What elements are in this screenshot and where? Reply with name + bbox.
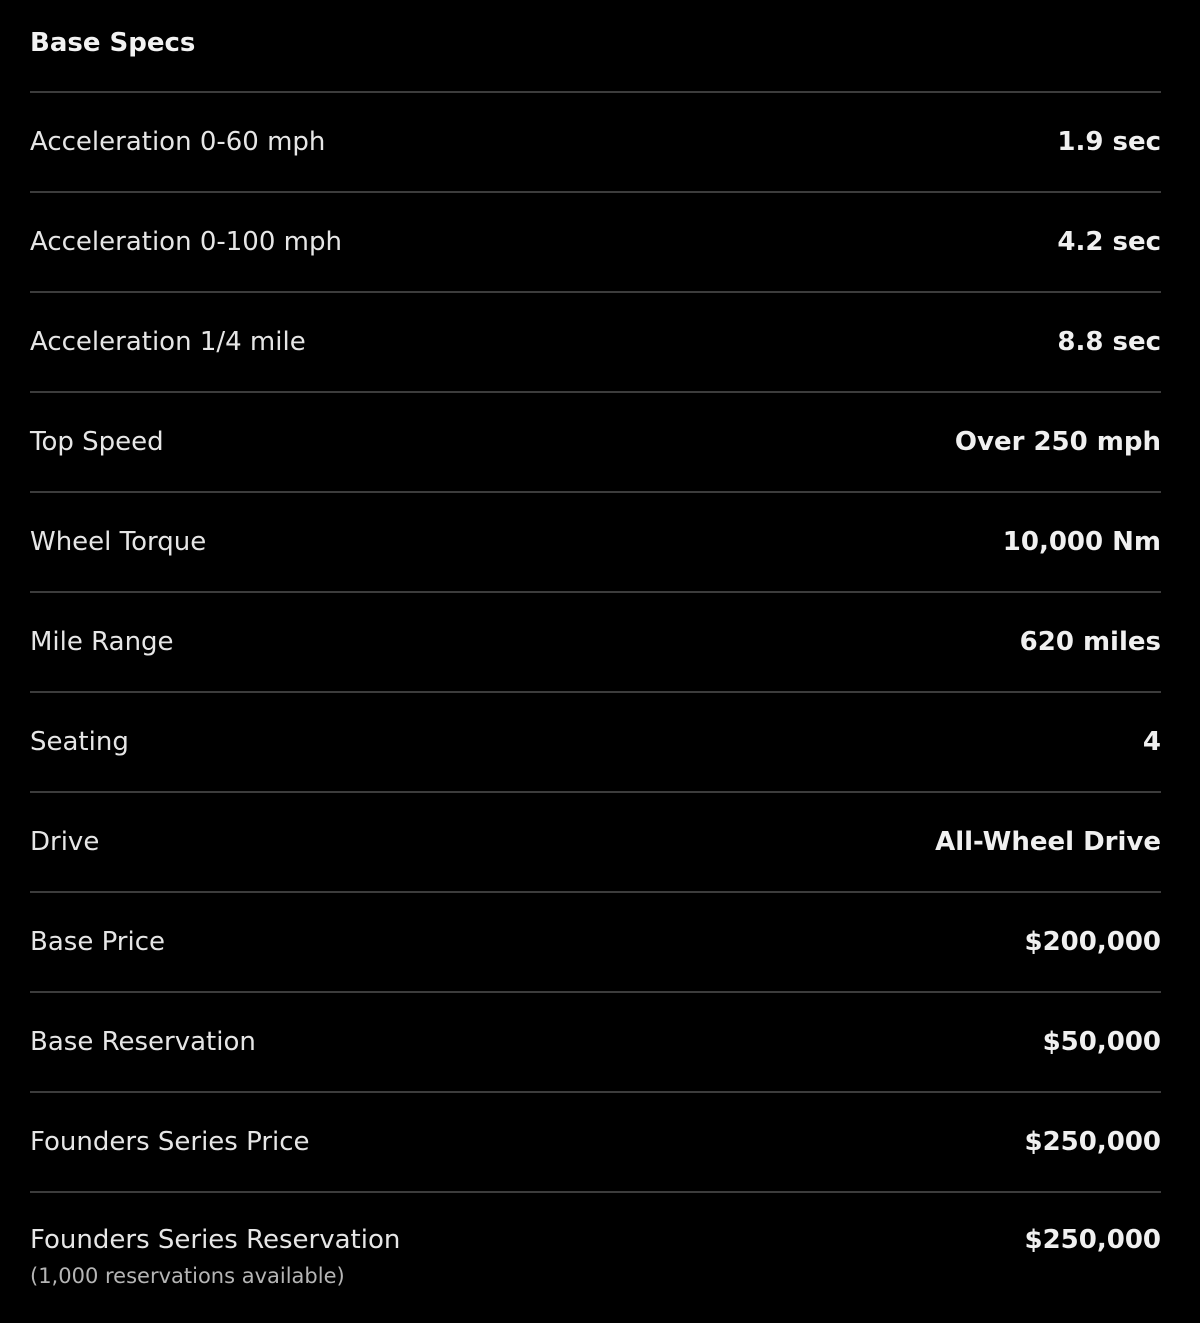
spec-label: Drive bbox=[30, 827, 100, 857]
spec-row-seating bbox=[30, 693, 1161, 793]
spec-rows bbox=[30, 93, 1161, 1321]
spec-label: Seating bbox=[30, 727, 129, 757]
spec-label: Wheel Torque bbox=[30, 527, 207, 557]
spec-label: Mile Range bbox=[30, 627, 174, 657]
spec-value: 10,000 Nm bbox=[1002, 527, 1161, 557]
spec-row-mile-range bbox=[30, 593, 1161, 693]
spec-value: $200,000 bbox=[1024, 927, 1161, 957]
specs-title: Base Specs bbox=[30, 0, 1161, 93]
spec-label: Founders Series Reservation bbox=[30, 1225, 401, 1255]
spec-row-founders-series-reservation bbox=[30, 1193, 1161, 1321]
spec-row-acceleration-0-100 bbox=[30, 193, 1161, 293]
spec-value: All-Wheel Drive bbox=[935, 827, 1161, 857]
spec-value: 8.8 sec bbox=[1057, 327, 1161, 357]
spec-label: Top Speed bbox=[30, 427, 164, 457]
spec-label: Base Reservation bbox=[30, 1027, 256, 1057]
spec-row-acceleration-quarter-mile bbox=[30, 293, 1161, 393]
spec-value: 620 miles bbox=[1019, 627, 1161, 657]
spec-row-base-reservation bbox=[30, 993, 1161, 1093]
reservations-available-note: (1,000 reservations available) bbox=[30, 1264, 345, 1288]
spec-row-acceleration-0-60 bbox=[30, 93, 1161, 193]
spec-value: 4 bbox=[1142, 727, 1161, 757]
spec-row-base-price bbox=[30, 893, 1161, 993]
spec-label-group bbox=[30, 1224, 400, 1290]
spec-row-wheel-torque bbox=[30, 493, 1161, 593]
spec-value: 1.9 sec bbox=[1057, 127, 1161, 157]
spec-value: 4.2 sec bbox=[1057, 227, 1161, 257]
spec-label: Base Price bbox=[30, 927, 166, 957]
spec-row-drive bbox=[30, 793, 1161, 893]
spec-row-top-speed bbox=[30, 393, 1161, 493]
spec-row-founders-series-price bbox=[30, 1093, 1161, 1193]
spec-label: Acceleration 1/4 mile bbox=[30, 327, 306, 357]
spec-value: Over 250 mph bbox=[954, 427, 1161, 457]
spec-value: $50,000 bbox=[1042, 1027, 1161, 1057]
spec-label: Acceleration 0-60 mph bbox=[30, 127, 326, 157]
spec-label: Acceleration 0-100 mph bbox=[30, 227, 342, 257]
spec-value: $250,000 bbox=[1024, 1127, 1161, 1157]
spec-value: $250,000 bbox=[1024, 1225, 1161, 1255]
spec-label: Founders Series Price bbox=[30, 1127, 310, 1157]
